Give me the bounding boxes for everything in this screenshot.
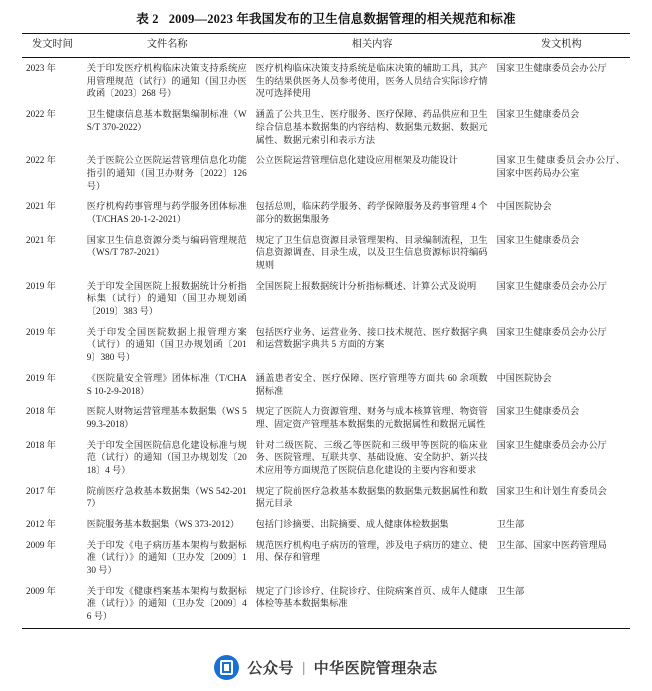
cell-name: 卫生健康信息基本数据集编制标准（WS/T 370-2022） bbox=[86, 109, 247, 132]
footer-watermark bbox=[0, 643, 652, 691]
table-row bbox=[22, 535, 630, 581]
wechat-account-icon bbox=[214, 655, 239, 680]
table-title bbox=[22, 0, 630, 33]
cell-content: 规定了医院人力资源管理、财务与成本核算管理、物资管理、固定资产管理基本数据集的元数据属性和数据元属性 bbox=[255, 406, 488, 429]
column-header-name: 文件名称 bbox=[83, 34, 252, 58]
cell-org: 中国医院协会 bbox=[496, 201, 552, 212]
cell-name: 关于印发全国医院数据上报管理方案（试行）的通知（国卫办规划函〔2019〕380 号） bbox=[86, 326, 247, 363]
table-body bbox=[22, 58, 630, 629]
table-row bbox=[22, 435, 630, 481]
cell-org: 国家卫生健康委员会办公厅 bbox=[496, 326, 607, 337]
table-header bbox=[22, 34, 630, 58]
cell-content: 规定了院前医疗急救基本数据集的数据集元数据属性和数据元目录 bbox=[255, 485, 488, 509]
cell-org: 国家卫生健康委员会办公厅 bbox=[496, 280, 607, 291]
cell-time: 2018 年 bbox=[26, 406, 56, 417]
footer-account-name: 中华医院管理杂志 bbox=[313, 659, 438, 677]
table-row bbox=[22, 58, 630, 105]
cell-time: 2021 年 bbox=[26, 234, 56, 245]
footer-account-label: 公众号 bbox=[247, 659, 294, 677]
cell-time: 2017 年 bbox=[26, 485, 56, 496]
cell-content: 医疗机构临床决策支持系统是临床决策的辅助工具，其产生的结果供医务人员参考使用，医务人员结合实际诊疗情况可选择使用 bbox=[255, 63, 488, 99]
table-row bbox=[22, 150, 630, 196]
cell-org: 中国医院协会 bbox=[496, 372, 552, 383]
table-row bbox=[22, 104, 630, 150]
cell-org: 国家卫生健康委员会办公厅 bbox=[496, 439, 607, 450]
cell-content: 针对二级医院、三级乙等医院和三级甲等医院的临床业务、医院管理、互联共享、基础设施、安全防护、新兴技术应用等方面规范了医院信息化建设的主要内容和要求 bbox=[255, 439, 488, 475]
cell-name: 国家卫生信息资源分类与编码管理规范（WS/T 787-2021） bbox=[86, 234, 247, 258]
cell-name: 关于印发医疗机构临床决策支持系统应用管理规范（试行）的通知（国卫办医政函〔2023〕268 号） bbox=[86, 63, 247, 99]
cell-content: 涵盖了公共卫生、医疗服务、医疗保障、药品供应和卫生综合信息基本数据集的内容结构、数据集元数据、数据元属性、数据元索引和表示方法 bbox=[255, 109, 488, 145]
cell-name: 关于印发《健康档案基本架构与数据标准（试行）》的通知（卫办发〔2009〕46 号） bbox=[86, 585, 247, 622]
cell-content: 规范医疗机构电子病历的管理，涉及电子病历的建立、使用、保存和管理 bbox=[255, 539, 488, 563]
cell-content: 规定了门诊诊疗、住院诊疗、住院病案首页、成年人健康体检等基本数据集标准 bbox=[255, 585, 488, 609]
cell-content: 规定了卫生信息资源目录管理架构、目录编制流程，卫生信息资源调查、目录生成，以及卫生信息资源标识符编码规则 bbox=[255, 234, 488, 271]
cell-org: 国家卫生和计划生育委员会 bbox=[496, 485, 607, 496]
cell-time: 2019 年 bbox=[26, 280, 56, 291]
cell-org: 国家卫生健康委员会 bbox=[496, 109, 580, 120]
cell-time: 2021 年 bbox=[26, 201, 56, 212]
cell-org: 国家卫生健康委员会 bbox=[496, 234, 580, 245]
cell-org: 卫生部 bbox=[496, 519, 525, 530]
cell-org: 卫生部、国家中医药管理局 bbox=[496, 539, 607, 550]
table-row bbox=[22, 276, 630, 322]
table-row bbox=[22, 322, 630, 368]
table-header-row bbox=[22, 34, 630, 58]
table-number: 表 2 bbox=[136, 12, 159, 26]
cell-content: 公立医院运营管理信息化建设应用框架及功能设计 bbox=[255, 155, 458, 166]
table-row bbox=[22, 230, 630, 276]
cell-name: 院前医疗急救基本数据集（WS 542-2017） bbox=[86, 485, 247, 509]
table-row bbox=[22, 368, 630, 401]
cell-name: 医院服务基本数据集（WS 373-2012） bbox=[86, 519, 240, 530]
cell-name: 医疗机构药事管理与药学服务团体标准（T/CHAS 20-1-2-2021） bbox=[86, 201, 247, 224]
table-caption-text: 2009—2023 年我国发布的卫生信息数据管理的相关规范和标准 bbox=[168, 12, 516, 26]
cell-org: 国家卫生健康委员会 bbox=[496, 406, 580, 417]
cell-name: 《医院量安全管理》团体标准（T/CHAS 10-2-9-2018） bbox=[86, 372, 247, 396]
table-row bbox=[22, 514, 630, 535]
cell-time: 2022 年 bbox=[26, 109, 56, 120]
table-row bbox=[22, 581, 630, 629]
cell-name: 关于印发全国医院信息化建设标准与规范（试行）的通知（国卫办规划发〔2018〕4 号） bbox=[86, 439, 247, 475]
table-row bbox=[22, 196, 630, 229]
cell-time: 2018 年 bbox=[26, 439, 56, 450]
cell-content: 包括医疗业务、运营业务、接口技术规范、医疗数据字典和运营数据字典共 5 方面的方案 bbox=[255, 326, 488, 350]
cell-time: 2019 年 bbox=[26, 326, 56, 337]
cell-org: 国家卫生健康委员会办公厅、国家中医药局办公室 bbox=[496, 155, 625, 178]
cell-content: 包括总则，临床药学服务、药学保障服务及药事管理 4 个部分的数据集服务 bbox=[255, 201, 488, 224]
cell-time: 2009 年 bbox=[22, 581, 83, 629]
cell-time: 2009 年 bbox=[26, 539, 56, 550]
table-row bbox=[22, 481, 630, 514]
cell-time: 2023 年 bbox=[26, 63, 56, 74]
cell-name: 医院人财物运营管理基本数据集（WS 599.3-2018） bbox=[86, 406, 247, 429]
column-header-time: 发文时间 bbox=[22, 34, 83, 58]
footer-separator: | bbox=[301, 659, 306, 675]
cell-time: 2022 年 bbox=[26, 155, 56, 166]
cell-name: 关于印发《电子病历基本架构与数据标准（试行）》的通知（卫办发〔2009〕130 号） bbox=[86, 539, 247, 576]
column-header-content: 相关内容 bbox=[252, 34, 493, 58]
cell-name: 关于印发全国医院上报数据统计分析指标集（试行）的通知（国卫办规划函〔2019〕383 号） bbox=[86, 280, 247, 317]
cell-time: 2019 年 bbox=[26, 372, 56, 383]
cell-name: 关于医院公立医院运营管理信息化功能指引的通知（国卫办财务〔2022〕126 号） bbox=[86, 155, 247, 191]
cell-content: 涵盖患者安全、医疗保障、医疗管理等方面共 60 余项数据标准 bbox=[255, 372, 488, 396]
standards-table bbox=[22, 33, 630, 629]
cell-time: 2012 年 bbox=[26, 519, 56, 530]
table-row bbox=[22, 401, 630, 434]
cell-org: 卫生部 bbox=[496, 585, 525, 596]
cell-org: 国家卫生健康委员会办公厅 bbox=[496, 63, 607, 74]
cell-content: 全国医院上报数据统计分析指标概述、计算公式及说明 bbox=[255, 280, 477, 291]
cell-content: 包括门诊摘要、出院摘要、成人健康体检数据集 bbox=[255, 519, 449, 530]
column-header-org: 发文机构 bbox=[493, 34, 630, 58]
